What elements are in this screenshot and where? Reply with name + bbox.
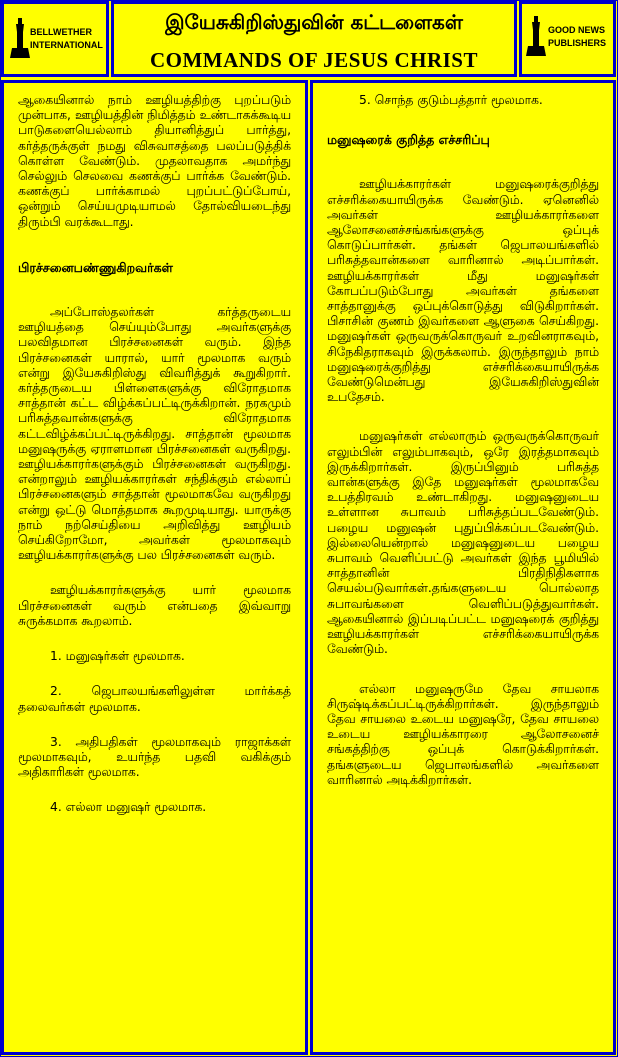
logo-line2: PUBLISHERS [548,38,607,48]
title-english: COMMANDS OF JESUS CHRIST [149,48,478,72]
right-column [310,80,616,1055]
list-item: 1. மனுஷர்கள் மூலமாக. [50,649,185,664]
list-item: 2. ஜெபாலயங்களிலுள்ள மார்க்கத் தலைவர்கள் மூலமாக. [18,684,291,714]
tower-icon [526,16,546,56]
section-heading-troublemakers: பிரச்சனைபண்ணுகிறவர்கள் [18,259,173,275]
section-heading-warning: மனுஷரைக் குறித்த எச்சரிப்பு [327,132,490,148]
tower-icon [10,18,30,58]
list-item: 3. அதிபதிகள் மூலமாகவும் ராஜாக்கள் மூலமாகவும், உயர்ந்த பதவி வகிக்கும் அதிகாரிகள் மூலமாக. [18,734,291,780]
intro-paragraph: ஆகையினால் நாம் ஊழியத்திற்கு புறப்படும் முன்பாக, ஊழியத்தின் நிமித்தம் உண்டாகக்கூடிய பாடுகளையெல்லாம் தியானித்துப் பார்த்து, கர்த்தருக்குள் நமது விசுவாசத்தை பலப்படுத்திக் கொள்ள வேண்டும். முதலாவதாக அமர்ந்து செல்லும் செலவை கணக்குப் பார்க்க வேண்டும். கணக்குப் பார்க்காமல் புறப்பட்டுப்போய், ஒன்றும் செய்யமுடியாமல் தோல்வியடைந்து திரும்பி வரக்கூடாது. [18,93,291,229]
paragraph: அப்போஸ்தலர்கள் கர்த்தருடைய ஊழியத்தை செய்யும்போது அவர்களுக்கு பலவிதமான பிரச்சனைகள் வரும். இந்த பிரச்சனைகள் யாரால், யார் மூலமாக வரும் என்று இயேசுகிறிஸ்து விவரித்துக் கூறுகிறார். கர்த்தருடைய பிள்ளைகளுக்கு விரோதமாக சாத்தான் கட்ட விழ்க்கப்பட்டிருக்கிறான். நரகமும் பரிசுத்தவான்களுக்கு விரோதமாக கட்டவிழ்க்கப்பட்டிருக்கிறது. சாத்தான் மூலமாக மனுஷருக்கு ஏராளமான பிரச்சனைகள் வருகிறது. ஊழியக்காரர்களுக்கும் பிரச்சனைகள் வருகிறது. என்றாலும் ஊழியக்காரர்கள் சந்திக்கும் எல்லாப் பிரச்சனைகளும் சாத்தான் மூலமாகவே வருகிறது என்று ஒட்டு மொத்தமாக கூறமுடியாது. யாருக்கு நாம் நற்செய்தியை அறிவித்து ஊழியம் செய்கிறோமோ, அவர்கள் மூலமாகவும் ஊழியக்காரர்களுக்கு பல பிரச்சனைகள் வரும். [18,305,291,563]
logo-line1: GOOD NEWS [548,25,606,35]
left-column [1,80,308,1055]
good-news-logo [519,1,616,77]
logo-line1: BELLWETHER [30,27,92,37]
paragraph: ஊழியக்காரர்களுக்கு யார் மூலமாக பிரச்சனைகள் வரும் என்பதை இவ்வாறு சுருக்கமாக கூறலாம். [18,583,291,628]
paragraph: எல்லா மனுஷருமே தேவ சாயலாக சிருஷ்டிக்கப்பட்டிருக்கிறார்கள். இருந்தாலும் தேவ சாயலை உடைய மனுஷரே, தேவ சாயலை உடைய ஊழியக்காரரை ஆலோசனைச் சங்கத்திற்கு ஒப்புக் கொடுக்கிறார்கள். தங்களுடைய ஜெபாலங்களில் அவர்களை வாரினால் அடிக்கிறார்கள். [327,681,599,787]
title-tamil: இயேசுகிறிஸ்துவின் கட்டளைகள் [165,10,463,34]
title-box [111,1,517,77]
list-item: 4. எல்லா மனுஷர் மூலமாக. [50,800,207,815]
paragraph: ஊழியக்காரர்கள் மனுஷரைக்குறித்து எச்சரிக்கையாயிருக்க வேண்டும். ஏனெனில் அவர்கள் ஊழியக்காரர்களை ஆலோசனைச்சங்கங்களுக்கு ஒப்புக் கொடுப்பார்கள். தங்கள் ஜெபாலயங்களில் பரிசுத்தவான்களை வாரினால் அடிப்பார்கள். ஊழியக்காரர்கள் மீது மனுஷர்கள் கோபப்படும்போது அவர்கள் தங்களை சாத்தானுக்கு ஒப்புக்கொடுத்து விடுகிறார்கள். பிசாசின் குணம் இவர்களை ஆளுகை செய்கிறது. மனுஷர்கள் ஒருவருக்கொருவர் உறவினராகவும், சிநேகிதராகவும் இருக்கலாம். இருந்தாலும் நாம் மனுஷரைக்குறித்து எச்சரிக்கையாயிருக்க வேண்டுமென்பது இயேசுகிறிஸ்துவின் உபதேசம். [327,177,599,405]
page-header [0,0,618,80]
logo-line2: INTERNATIONAL [30,40,103,50]
paragraph: மனுஷர்கள் எல்லாரும் ஒருவருக்கொருவர் எலும்பின் எலும்பாகவும், ஒரே இரத்தமாகவும் இருக்கிறார்கள். இருப்பினும் பரிசுத்த வான்களுக்கு இதே மனுஷர்கள் மூலமாகவே உபத்திரவம் உண்டாகிறது. மனுஷனுடைய உள்ளான சுபாவம் பரிசுத்தப்படவேண்டும். பழைய மனுஷன் புதுப்பிக்கப்படவேண்டும். இல்லையென்றால் மனுஷனுடைய பழைய சுபாவம் வெளிப்பட்டு அவர்கள் இந்த பூமியில் சாத்தானின் பிரதிநிதிகளாக செயல்படுவார்கள்.தங்களுடைய பொல்லாத சுபாவங்களை வெளிப்படுத்துவார்கள். ஆகையினால் இப்படிப்பட்ட மனுஷரைக் குறித்து ஊழியக்காரர்கள் எச்சரிக்கையாயிருக்க வேண்டும். [327,429,599,657]
list-item: 5. சொந்த குடும்பத்தார் மூலமாக. [359,93,543,107]
bellwether-logo [1,1,109,77]
